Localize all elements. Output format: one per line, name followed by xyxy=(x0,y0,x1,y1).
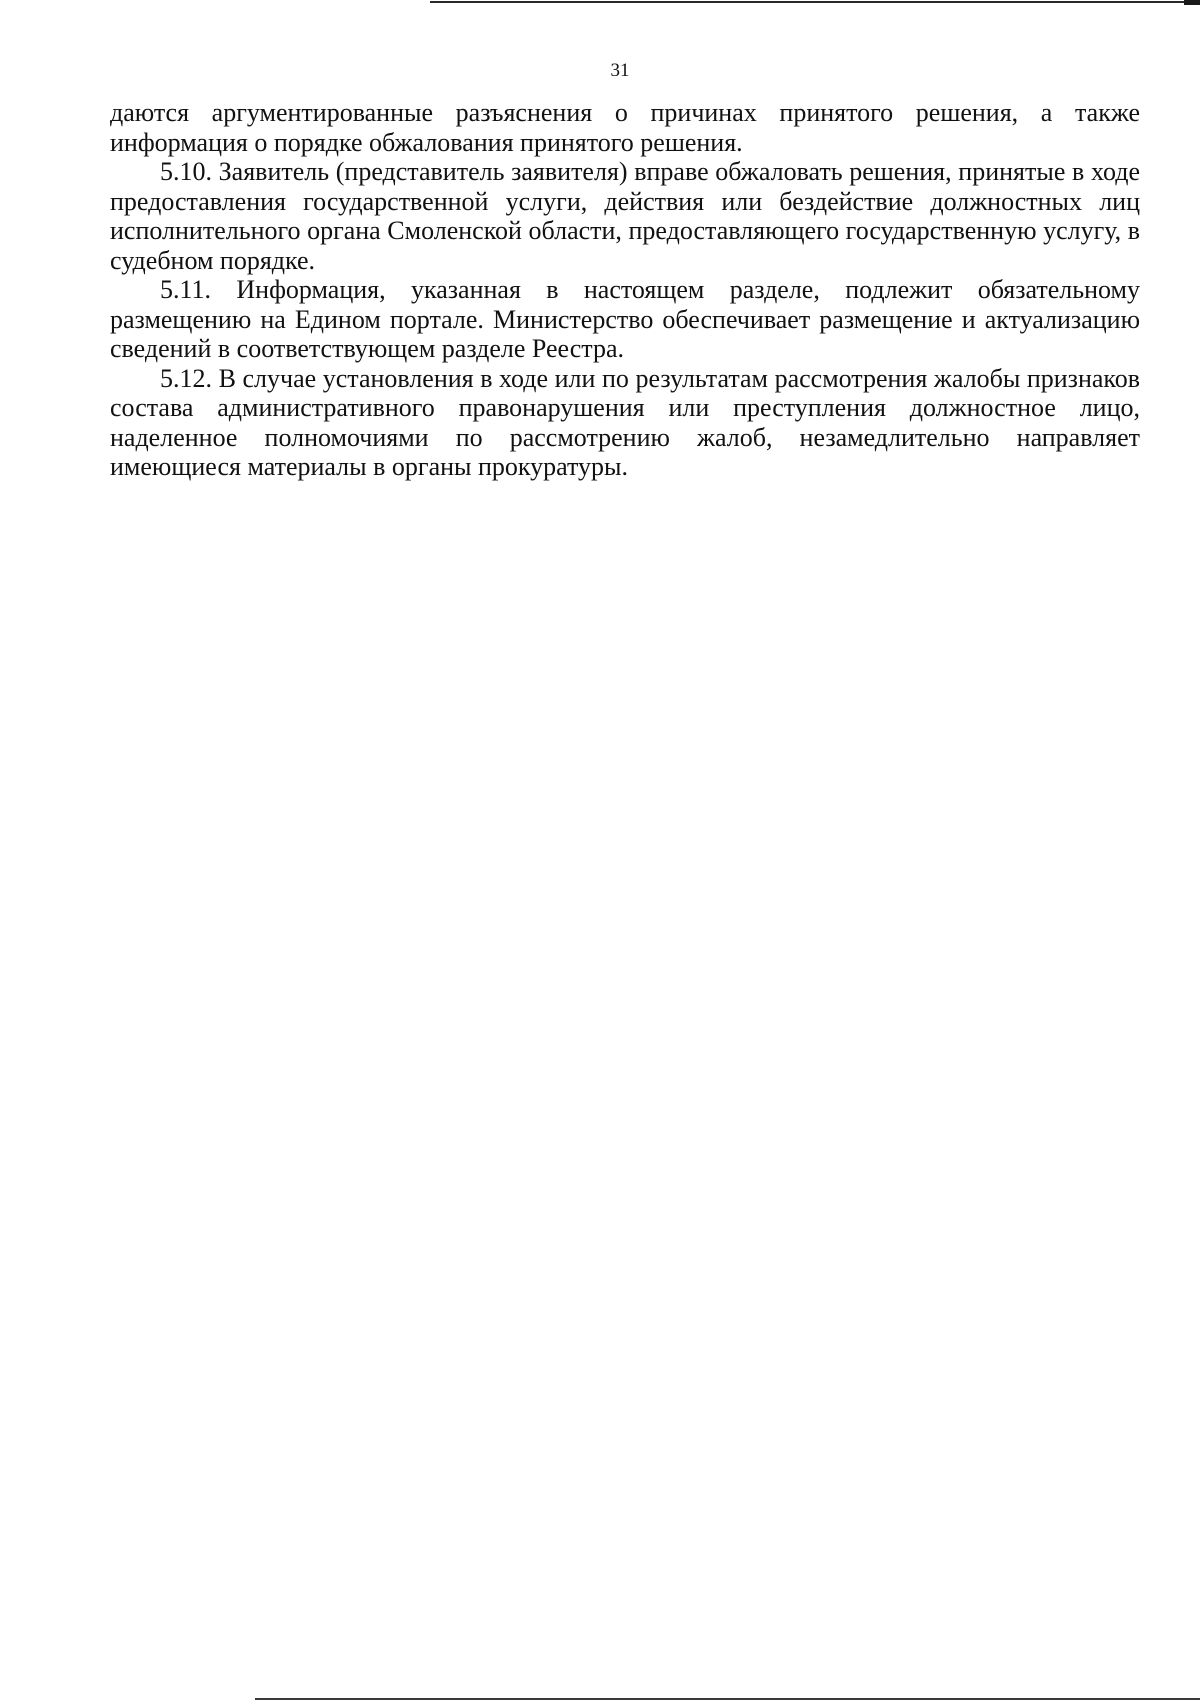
scan-edge-mark-top-right xyxy=(1184,0,1200,5)
scan-edge-line-top xyxy=(430,1,1200,3)
paragraph-5-10: 5.10. Заявитель (представитель заявителя) вправе обжаловать решения, принятые в ходе предоставления государственной услуги, действия или бездействие должностных лиц исполнительного органа Смоленской области, предоставляющего государственную услугу, в судебном порядке. xyxy=(110,157,1140,275)
page-number: 31 xyxy=(610,60,630,81)
document-body xyxy=(110,98,1140,482)
paragraph-5-12: 5.12. В случае установления в ходе или по результатам рассмотрения жалобы признаков состава административного правонарушения или преступления должностное лицо, наделенное полномочиями по рассмотрению жалоб, незамедлительно направляет имеющиеся материалы в органы прокуратуры. xyxy=(110,363,1140,481)
paragraph-continuation: даются аргументированные разъяснения о причинах принятого решения, а также информация о порядке обжалования принятого решения. xyxy=(110,98,1140,157)
paragraph-5-11: 5.11. Информация, указанная в настоящем разделе, подлежит обязательному размещению на Едином портале. Министерство обеспечивает размещение и актуализацию сведений в соответствующем разделе Реестра. xyxy=(110,275,1140,363)
scan-edge-line-bottom xyxy=(255,1698,1200,1700)
